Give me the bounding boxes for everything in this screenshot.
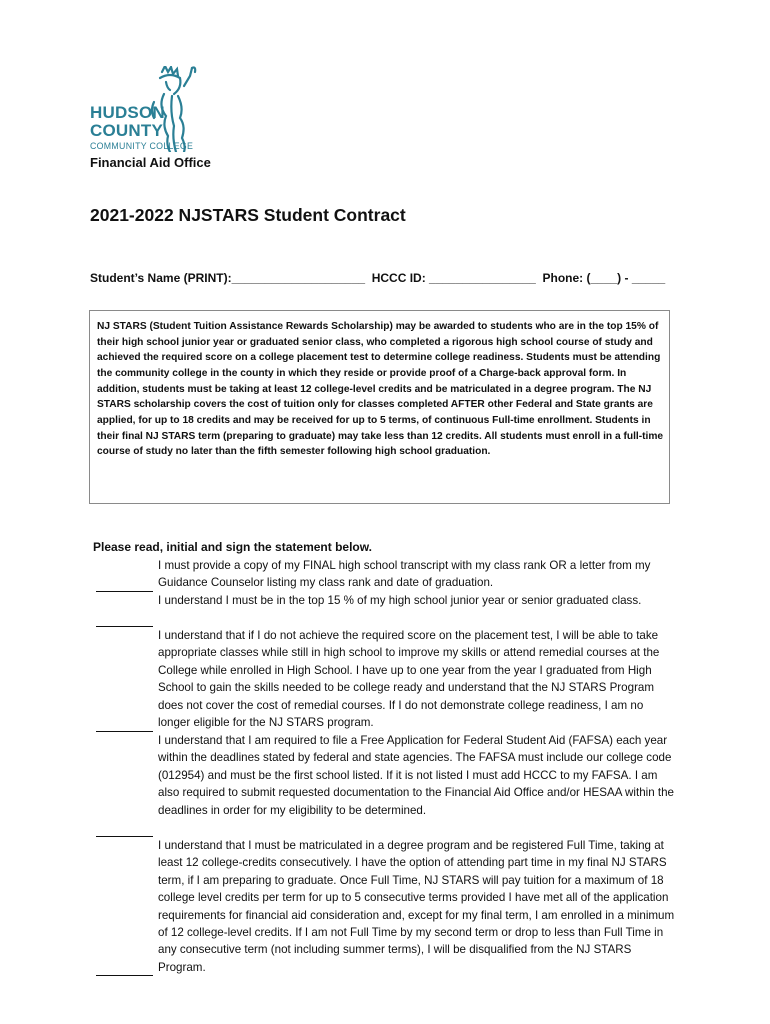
program-description-text: NJ STARS (Student Tuition Assistance Rewards Scholarship) may be awarded to students who are in the top 15% of their high school junior year or graduated senior class, who completed a rigorous high school course of study and achieved the required score on a college placement test to determine college readiness. Students must be attending the community college in the county in which they reside or provide proof of a Charge-back approval form. In addition, students must be taking at least 12 college-level credits and be matriculated in a degree program. The NJ STARS scholarship covers the cost of tuition only for classes completed AFTER other Federal and State grants are applied, for up to 18 credits and may be received for up to 5 terms, of continuous Full-time enrollment. Students in their final NJ STARS term (preparing to graduate) may take less than 12 credits. All students must enroll in a full-time course of study no later than the fifth semester following high school graduation.	[97, 321, 664, 458]
logo-text-county: COUNTY	[90, 121, 163, 140]
logo-text-hudson: HUDSON	[90, 103, 165, 122]
instructions-heading: Please read, initial and sign the statement below.	[93, 540, 372, 554]
office-name: Financial Aid Office	[90, 155, 211, 170]
initial-line-3[interactable]	[96, 731, 153, 732]
student-info-fields[interactable]: Student’s Name (PRINT):____________________ HCCC ID: ________________ Phone: (____) - _____	[90, 271, 666, 285]
statement-fafsa: I understand that I am required to file a Free Application for Federal Student Aid (FAFSA) each year within the deadlines stated by federal and state agencies. The FAFSA must include our college code (012954) and must be the first school listed. If it is not listed I must add HCCC to my FAFSA. I am also required to submit requested documentation to the Financial Aid Office and/or HESAA within the deadlines in order for my eligibility to be determined.	[158, 734, 675, 817]
initial-line-1[interactable]	[96, 591, 153, 592]
college-logo	[90, 62, 220, 156]
initial-line-4[interactable]	[96, 836, 153, 837]
program-description-box	[89, 310, 670, 504]
statement-full-time: I understand that I must be matriculated in a degree program and be registered Full Time, taking at least 12 college-credits consecutively. I have the option of attending part time in my final NJ STARS term, if I am preparing to graduate. Once Full Time, NJ STARS will pay tuition for a maximum of 18 college level credits per term for up to 5 consecutive terms provided I have met all of the application requirements for financial aid consideration and, except for my final term, I am enrolled in a minimum of 12 college-level credits. If I am not Full Time by my second term or drop to less than Full Time in any consecutive term (not including summer terms), I will be disqualified from the NJ STARS Program.	[158, 839, 675, 974]
page-title: 2021-2022 NJSTARS Student Contract	[90, 205, 406, 225]
statement-placement-test: I understand that if I do not achieve the required score on the placement test, I will be able to take appropriate classes while still in high school to improve my skills or attend remedial courses at the College while enrolled in High School. I have up to one year from the year I graduated from High School to gain the skills needed to be college ready and understand that the NJ STARS Program does not cover the cost of remedial courses. If I do not demonstrate college readiness, I am no longer eligible for the NJ STARS program.	[158, 629, 660, 730]
initial-line-2[interactable]	[96, 626, 153, 627]
statement-transcript: I must provide a copy of my FINAL high school transcript with my class rank OR a letter from my Guidance Counselor listing my class rank and date of graduation.	[158, 559, 651, 590]
initial-line-5[interactable]	[96, 975, 153, 976]
logo-text-community-college: COMMUNITY COLLEGE	[90, 141, 194, 151]
statement-top-15-percent: I understand I must be in the top 15 % of my high school junior year or senior graduated class.	[158, 594, 642, 607]
